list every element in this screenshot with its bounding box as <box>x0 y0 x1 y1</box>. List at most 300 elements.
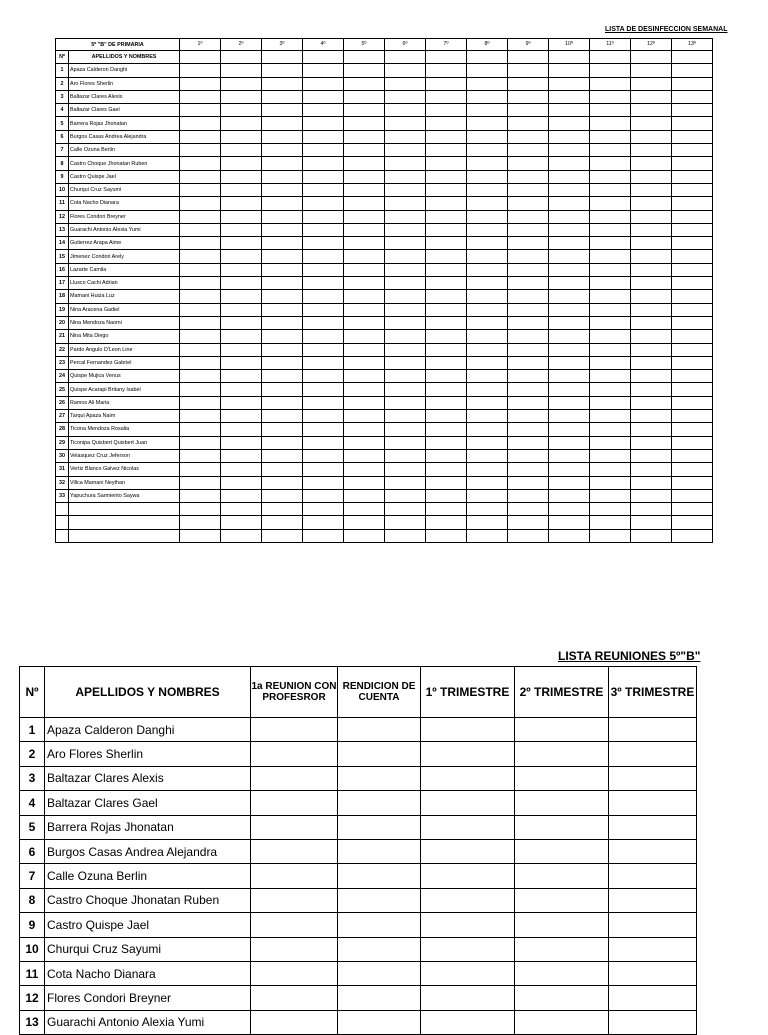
student-row <box>56 90 713 103</box>
week-cell <box>262 197 303 210</box>
week-cell <box>549 90 590 103</box>
meeting-cell <box>251 791 338 815</box>
week-cell <box>344 277 385 290</box>
week-cell <box>631 436 672 449</box>
student-name: Ticona Mendoza Rosalia <box>69 423 180 436</box>
week-cell <box>385 370 426 383</box>
student-number: 2 <box>20 742 45 766</box>
week-cell <box>467 51 508 64</box>
empty-cell <box>385 503 426 516</box>
week-cell <box>508 383 549 396</box>
week-cell <box>508 330 549 343</box>
student-number: 13 <box>56 223 69 236</box>
week-cell <box>303 290 344 303</box>
week-cell <box>672 183 713 196</box>
week-cell <box>672 423 713 436</box>
student-name: Villca Mamani Neythan <box>69 476 180 489</box>
week-cell <box>672 356 713 369</box>
week-cell <box>590 383 631 396</box>
week-cell <box>262 117 303 130</box>
student-number: 9 <box>56 170 69 183</box>
week-cell <box>303 77 344 90</box>
week-cell <box>180 130 221 143</box>
student-number: 10 <box>56 183 69 196</box>
week-cell <box>549 77 590 90</box>
student-number: 4 <box>56 104 69 117</box>
student-row <box>56 436 713 449</box>
empty-cell <box>69 503 180 516</box>
student-row <box>56 370 713 383</box>
week-cell <box>221 383 262 396</box>
meeting-cell <box>421 888 515 912</box>
week-cell <box>344 170 385 183</box>
week-cell <box>549 476 590 489</box>
week-cell <box>344 489 385 502</box>
week-cell <box>262 263 303 276</box>
week-cell <box>180 197 221 210</box>
week-cell <box>549 250 590 263</box>
week-cell <box>426 51 467 64</box>
student-name: Baltazar Clares Alexis <box>45 766 251 790</box>
student-name: Flores Condori Breyner <box>45 986 251 1010</box>
week-cell <box>426 489 467 502</box>
week-cell <box>180 410 221 423</box>
student-row <box>56 117 713 130</box>
week-cell <box>672 117 713 130</box>
meeting-cell <box>338 937 421 961</box>
week-cell <box>344 476 385 489</box>
student-name: Ramos Ali Maria <box>69 396 180 409</box>
week-cell <box>385 449 426 462</box>
week-column-header: 13º <box>672 39 713 51</box>
week-cell <box>426 250 467 263</box>
student-number: 11 <box>20 961 45 985</box>
week-cell <box>467 316 508 329</box>
week-cell <box>508 343 549 356</box>
week-cell <box>590 436 631 449</box>
week-cell <box>426 210 467 223</box>
week-cell <box>590 263 631 276</box>
week-cell <box>631 356 672 369</box>
week-cell <box>467 396 508 409</box>
empty-cell <box>631 529 672 542</box>
meeting-cell <box>515 766 609 790</box>
meeting-cell <box>338 791 421 815</box>
week-cell <box>508 489 549 502</box>
student-number: 26 <box>56 396 69 409</box>
student-name: Jimenez Condori Arely <box>69 250 180 263</box>
empty-cell <box>549 503 590 516</box>
week-cell <box>631 223 672 236</box>
week-cell <box>508 476 549 489</box>
student-number: 18 <box>56 290 69 303</box>
week-cell <box>344 51 385 64</box>
trimester-1-column-header: 1º TRIMESTRE <box>421 667 515 718</box>
week-cell <box>180 250 221 263</box>
empty-cell <box>631 503 672 516</box>
week-cell <box>549 410 590 423</box>
student-name: Calle Ozuna Berlin <box>69 144 180 157</box>
week-cell <box>590 449 631 462</box>
student-number: 27 <box>56 410 69 423</box>
week-cell <box>385 117 426 130</box>
student-row <box>20 839 697 863</box>
week-cell <box>631 383 672 396</box>
week-cell <box>467 130 508 143</box>
week-cell <box>672 290 713 303</box>
week-cell <box>385 197 426 210</box>
student-name: Baltazar Clares Gael <box>69 104 180 117</box>
meeting-cell <box>338 864 421 888</box>
week-cell <box>508 183 549 196</box>
student-name: Baltazar Clares Alexis <box>69 90 180 103</box>
week-cell <box>221 183 262 196</box>
week-cell <box>631 330 672 343</box>
week-cell <box>221 303 262 316</box>
student-name: Quispe Mujica Venus <box>69 370 180 383</box>
week-cell <box>672 104 713 117</box>
empty-cell <box>221 516 262 529</box>
week-cell <box>262 370 303 383</box>
student-number: 1 <box>56 64 69 77</box>
week-cell <box>467 489 508 502</box>
week-cell <box>631 51 672 64</box>
week-cell <box>672 197 713 210</box>
week-cell <box>467 210 508 223</box>
week-cell <box>180 170 221 183</box>
meeting-cell <box>421 986 515 1010</box>
week-cell <box>549 197 590 210</box>
week-cell <box>467 90 508 103</box>
student-number: 23 <box>56 356 69 369</box>
meeting-cell <box>515 1010 609 1034</box>
week-cell <box>385 250 426 263</box>
week-cell <box>180 64 221 77</box>
week-cell <box>221 90 262 103</box>
student-number: 9 <box>20 913 45 937</box>
week-cell <box>590 77 631 90</box>
student-number: 6 <box>20 839 45 863</box>
week-cell <box>180 396 221 409</box>
meeting-cell <box>515 815 609 839</box>
meeting-cell <box>251 961 338 985</box>
student-row <box>56 263 713 276</box>
student-name: Quispe Acarapi Britany Isabel <box>69 383 180 396</box>
student-row <box>56 104 713 117</box>
student-name: Ticonipa Quisbert Quisbert Juan <box>69 436 180 449</box>
week-cell <box>549 489 590 502</box>
week-cell <box>221 277 262 290</box>
meeting-cell <box>609 1010 697 1034</box>
week-cell <box>303 144 344 157</box>
week-cell <box>467 104 508 117</box>
meeting-cell <box>609 839 697 863</box>
meeting-cell <box>515 986 609 1010</box>
week-cell <box>262 436 303 449</box>
week-cell <box>631 157 672 170</box>
week-cell <box>344 183 385 196</box>
week-cell <box>344 330 385 343</box>
student-row <box>56 77 713 90</box>
week-cell <box>262 130 303 143</box>
week-cell <box>467 383 508 396</box>
week-column-header: 6º <box>385 39 426 51</box>
student-name: Burgos Casas Andrea Alejandra <box>45 839 251 863</box>
week-cell <box>631 130 672 143</box>
empty-cell <box>303 529 344 542</box>
week-cell <box>303 303 344 316</box>
meeting-cell <box>609 718 697 742</box>
week-cell <box>508 356 549 369</box>
week-cell <box>549 343 590 356</box>
week-cell <box>508 157 549 170</box>
week-cell <box>672 250 713 263</box>
week-cell <box>590 410 631 423</box>
week-cell <box>344 250 385 263</box>
week-cell <box>426 343 467 356</box>
week-cell <box>467 410 508 423</box>
week-cell <box>590 157 631 170</box>
week-cell <box>385 303 426 316</box>
week-cell <box>426 463 467 476</box>
week-cell <box>590 64 631 77</box>
student-name: Mamani Huiza Luz <box>69 290 180 303</box>
meeting-cell <box>338 766 421 790</box>
week-cell <box>385 463 426 476</box>
student-row <box>56 356 713 369</box>
week-cell <box>221 144 262 157</box>
meeting-cell <box>338 913 421 937</box>
meeting-cell <box>421 742 515 766</box>
student-number: 3 <box>56 90 69 103</box>
week-cell <box>221 410 262 423</box>
student-name: Yapuchura Sarmiento Saywa <box>69 489 180 502</box>
week-cell <box>631 316 672 329</box>
week-cell <box>549 130 590 143</box>
student-row <box>56 237 713 250</box>
week-cell <box>672 263 713 276</box>
student-row <box>20 913 697 937</box>
week-cell <box>262 290 303 303</box>
empty-cell <box>262 529 303 542</box>
week-cell <box>180 237 221 250</box>
student-row <box>56 330 713 343</box>
week-cell <box>549 237 590 250</box>
empty-cell <box>262 516 303 529</box>
week-cell <box>467 263 508 276</box>
week-cell <box>344 117 385 130</box>
week-cell <box>262 489 303 502</box>
week-cell <box>508 436 549 449</box>
week-cell <box>672 476 713 489</box>
student-name: Tarqui Apaza Naim <box>69 410 180 423</box>
week-cell <box>549 183 590 196</box>
week-column-header: 11º <box>590 39 631 51</box>
week-cell <box>590 290 631 303</box>
student-row <box>56 303 713 316</box>
student-name: Lazarte Camila <box>69 263 180 276</box>
week-cell <box>631 104 672 117</box>
week-cell <box>508 197 549 210</box>
week-cell <box>467 370 508 383</box>
week-cell <box>631 423 672 436</box>
student-name: Castro Choque Jhonatan Ruben <box>69 157 180 170</box>
week-cell <box>590 237 631 250</box>
week-cell <box>344 210 385 223</box>
meetings-list-title: LISTA REUNIONES 5º"B" <box>558 649 701 663</box>
week-cell <box>385 51 426 64</box>
student-number: 12 <box>56 210 69 223</box>
empty-cell <box>508 516 549 529</box>
week-cell <box>180 210 221 223</box>
student-number: 14 <box>56 237 69 250</box>
empty-cell <box>221 503 262 516</box>
week-cell <box>303 383 344 396</box>
week-cell <box>303 356 344 369</box>
week-cell <box>549 463 590 476</box>
meeting-cell <box>338 718 421 742</box>
week-cell <box>426 237 467 250</box>
week-cell <box>672 130 713 143</box>
week-cell <box>426 396 467 409</box>
week-cell <box>180 104 221 117</box>
week-cell <box>631 410 672 423</box>
week-cell <box>549 316 590 329</box>
week-cell <box>180 343 221 356</box>
week-cell <box>426 449 467 462</box>
student-row <box>56 410 713 423</box>
week-cell <box>180 290 221 303</box>
week-cell <box>180 90 221 103</box>
week-cell <box>303 183 344 196</box>
week-cell <box>385 277 426 290</box>
week-cell <box>385 436 426 449</box>
week-cell <box>303 157 344 170</box>
meeting-cell <box>609 913 697 937</box>
week-cell <box>426 117 467 130</box>
week-cell <box>549 104 590 117</box>
week-cell <box>385 476 426 489</box>
empty-cell <box>426 516 467 529</box>
week-cell <box>549 210 590 223</box>
student-row <box>56 210 713 223</box>
week-cell <box>426 303 467 316</box>
week-cell <box>385 223 426 236</box>
week-cell <box>672 303 713 316</box>
meeting-cell <box>609 791 697 815</box>
week-cell <box>631 290 672 303</box>
week-cell <box>303 489 344 502</box>
student-number: 4 <box>20 791 45 815</box>
week-cell <box>549 436 590 449</box>
week-cell <box>344 423 385 436</box>
empty-cell <box>590 516 631 529</box>
week-cell <box>549 423 590 436</box>
week-cell <box>467 183 508 196</box>
student-number: 11 <box>56 197 69 210</box>
week-cell <box>549 223 590 236</box>
week-cell <box>426 223 467 236</box>
week-cell <box>426 104 467 117</box>
student-row <box>56 316 713 329</box>
week-cell <box>631 463 672 476</box>
week-cell <box>590 476 631 489</box>
student-number: 31 <box>56 463 69 476</box>
week-cell <box>426 316 467 329</box>
week-column-header: 12º <box>631 39 672 51</box>
week-cell <box>631 183 672 196</box>
student-number: 29 <box>56 436 69 449</box>
meeting-cell <box>609 986 697 1010</box>
week-cell <box>549 51 590 64</box>
week-cell <box>590 170 631 183</box>
empty-cell <box>426 529 467 542</box>
week-cell <box>631 277 672 290</box>
student-row <box>20 864 697 888</box>
empty-cell <box>69 516 180 529</box>
meeting-cell <box>421 718 515 742</box>
week-cell <box>303 223 344 236</box>
names-column-header: APELLIDOS Y NOMBRES <box>69 51 180 64</box>
meeting-cell <box>251 815 338 839</box>
week-column-header: 2º <box>221 39 262 51</box>
meeting-cell <box>421 961 515 985</box>
week-cell <box>221 330 262 343</box>
student-number: 1 <box>20 718 45 742</box>
week-cell <box>590 250 631 263</box>
week-cell <box>344 410 385 423</box>
week-cell <box>385 64 426 77</box>
week-cell <box>262 476 303 489</box>
student-name: Churqui Cruz Sayumi <box>69 183 180 196</box>
student-name: Castro Choque Jhonatan Ruben <box>45 888 251 912</box>
week-cell <box>508 77 549 90</box>
week-cell <box>344 237 385 250</box>
week-cell <box>344 130 385 143</box>
student-name: Guarachi Antonio Alexia Yumi <box>69 223 180 236</box>
empty-cell <box>56 516 69 529</box>
week-cell <box>467 77 508 90</box>
student-name: Gutierrez Arapa Aime <box>69 237 180 250</box>
student-row <box>56 449 713 462</box>
week-cell <box>590 423 631 436</box>
week-cell <box>385 343 426 356</box>
empty-cell <box>672 503 713 516</box>
week-cell <box>385 423 426 436</box>
week-cell <box>426 436 467 449</box>
week-cell <box>631 343 672 356</box>
week-cell <box>672 170 713 183</box>
student-name: Castro Quispe Jael <box>69 170 180 183</box>
student-row <box>56 476 713 489</box>
week-cell <box>221 170 262 183</box>
week-cell <box>549 64 590 77</box>
empty-cell <box>672 516 713 529</box>
week-cell <box>549 356 590 369</box>
student-name: Barrera Rojas Jhonatan <box>69 117 180 130</box>
student-number: 12 <box>20 986 45 1010</box>
week-cell <box>426 130 467 143</box>
disinfection-list-title: LISTA DE DESINFECCION SEMANAL <box>605 26 728 33</box>
week-cell <box>344 157 385 170</box>
student-row <box>56 277 713 290</box>
week-cell <box>262 104 303 117</box>
week-cell <box>467 223 508 236</box>
week-cell <box>467 303 508 316</box>
week-cell <box>467 277 508 290</box>
week-cell <box>303 197 344 210</box>
week-cell <box>508 410 549 423</box>
